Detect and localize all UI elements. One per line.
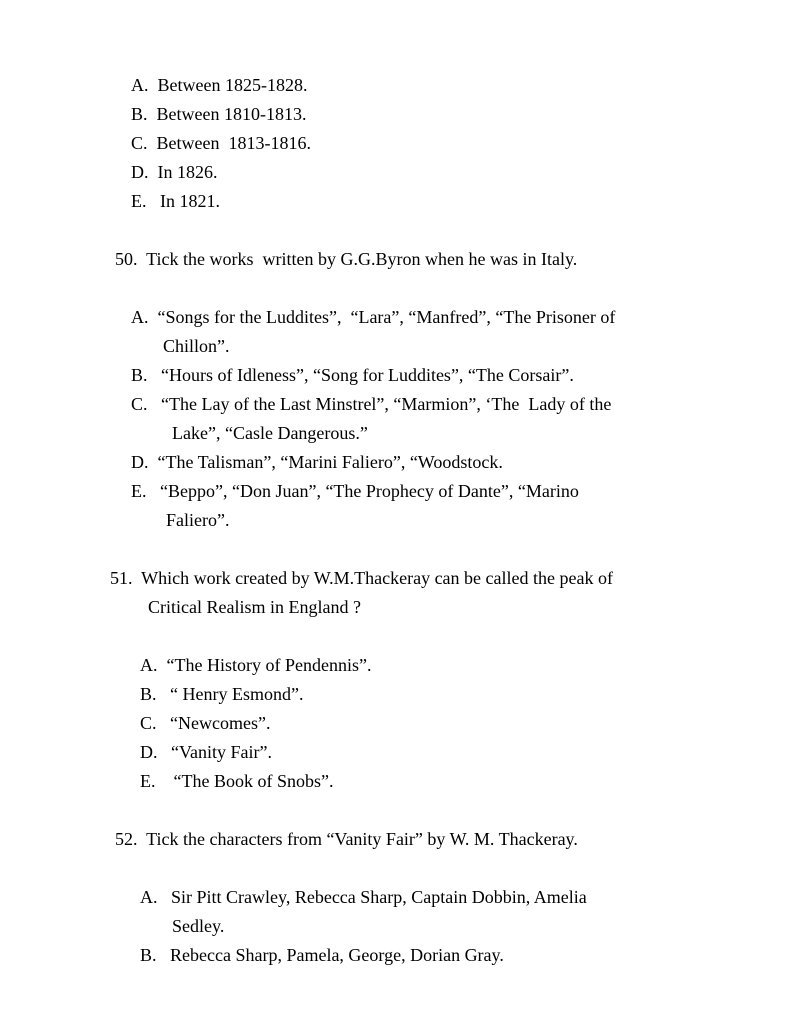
q52-option-b: B. Rebecca Sharp, Pamela, George, Dorian Gray. bbox=[140, 945, 504, 965]
q49-option-b: B. Between 1810-1813. bbox=[131, 104, 307, 124]
q50-option-e-cont: Faliero”. bbox=[166, 510, 230, 530]
q51-question-cont: Critical Realism in England ? bbox=[148, 597, 361, 617]
q49-option-e: E. In 1821. bbox=[131, 191, 220, 211]
q50-option-b: B. “Hours of Idleness”, “Song for Luddites”, “The Corsair”. bbox=[131, 365, 574, 385]
q50-option-c: C. “The Lay of the Last Minstrel”, “Marmion”, ‘The Lady of the bbox=[131, 394, 612, 414]
q50-option-a: A. “Songs for the Luddites”, “Lara”, “Manfred”, “The Prisoner of bbox=[131, 307, 616, 327]
q51-option-d: D. “Vanity Fair”. bbox=[140, 742, 272, 762]
q51-question: 51. Which work created by W.M.Thackeray can be called the peak of bbox=[110, 568, 613, 588]
q50-option-a-cont: Chillon”. bbox=[163, 336, 230, 356]
q51-option-b: B. “ Henry Esmond”. bbox=[140, 684, 304, 704]
q52-option-a-cont: Sedley. bbox=[172, 916, 225, 936]
q50-option-e: E. “Beppo”, “Don Juan”, “The Prophecy of Dante”, “Marino bbox=[131, 481, 579, 501]
q51-option-a: A. “The History of Pendennis”. bbox=[140, 655, 372, 675]
q50-question: 50. Tick the works written by G.G.Byron when he was in Italy. bbox=[115, 249, 578, 269]
q52-option-a: A. Sir Pitt Crawley, Rebecca Sharp, Captain Dobbin, Amelia bbox=[140, 887, 587, 907]
q49-option-a: A. Between 1825-1828. bbox=[131, 75, 308, 95]
q51-option-e: E. “The Book of Snobs”. bbox=[140, 771, 334, 791]
q49-option-d: D. In 1826. bbox=[131, 162, 218, 182]
q50-option-d: D. “The Talisman”, “Marini Faliero”, “Woodstock. bbox=[131, 452, 503, 472]
q49-option-c: C. Between 1813-1816. bbox=[131, 133, 311, 153]
q52-question: 52. Tick the characters from “Vanity Fair” by W. M. Thackeray. bbox=[115, 829, 578, 849]
q50-option-c-cont: Lake”, “Casle Dangerous.” bbox=[172, 423, 368, 443]
q51-option-c: C. “Newcomes”. bbox=[140, 713, 271, 733]
